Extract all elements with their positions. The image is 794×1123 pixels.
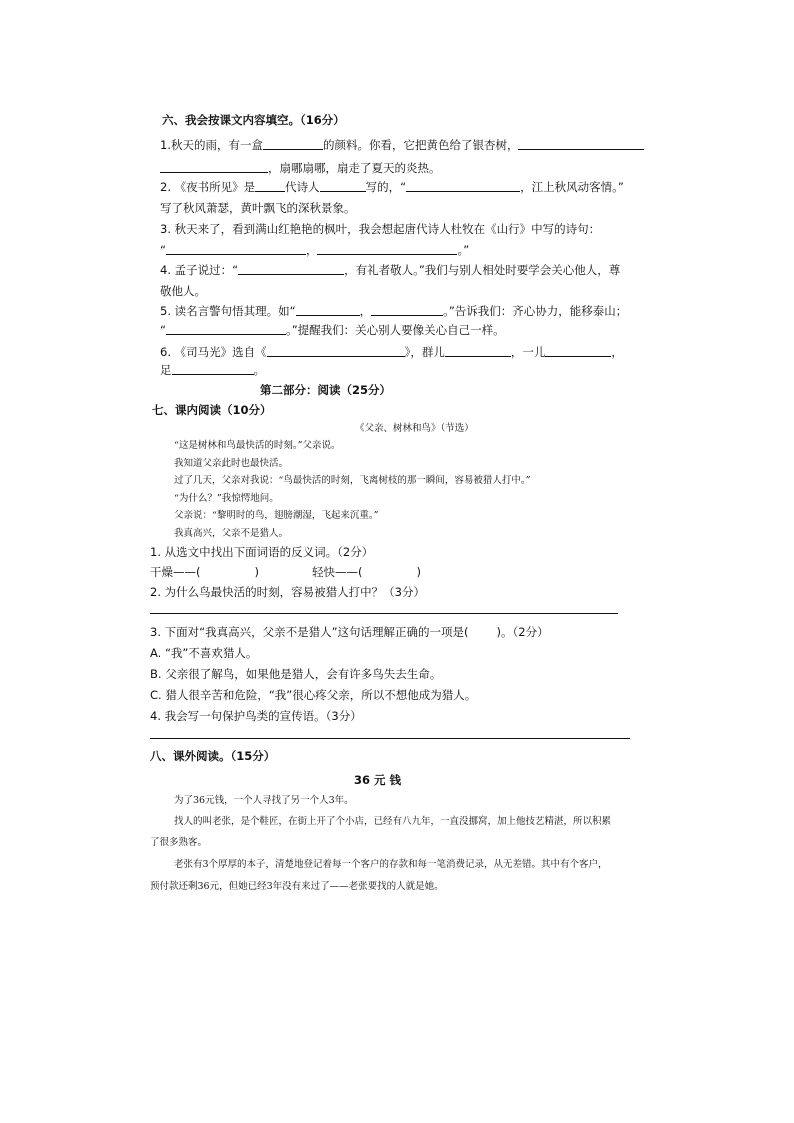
blank[interactable] <box>166 322 286 335</box>
question-6-3: 3. 秋天来了，看到满山红艳艳的枫叶，我会想起唐代诗人杜牧在《山行》中写的诗句： <box>160 222 601 236</box>
passage-paragraph: 找人的叫老张，是个鞋匠，在街上开了个小店，已经有八九年，一直没挪窝，加上他技艺精湛，所以积累 <box>174 816 612 827</box>
blank[interactable] <box>545 344 611 357</box>
blank[interactable] <box>263 137 323 150</box>
option-a: A. “我”不喜欢猎人。 <box>150 646 258 660</box>
option-c: C. 猎人很辛苦和危险，“我”很心疼父亲，所以不想他成为猎人。 <box>150 688 477 702</box>
option-b: B. 父亲很了解鸟，如果他是猎人，会有许多鸟失去生命。 <box>150 667 442 681</box>
blank[interactable] <box>255 179 285 192</box>
question-6-5: 5. 读名言警句悟其理。如“ ， 。”告诉我们：齐心协力，能移泰山； <box>160 304 628 318</box>
blank[interactable] <box>371 303 443 316</box>
passage-paragraph: 为了36元钱，一个人寻找了另一个人3年。 <box>174 795 354 806</box>
question-7-4: 4. 我会写一句保护鸟类的宣传语。（3分） <box>150 709 362 723</box>
blank[interactable] <box>296 303 360 316</box>
blank[interactable] <box>166 242 306 255</box>
question-6-4-cont: 敬他人。 <box>160 284 206 298</box>
question-7-1-antonym-a: 干燥——( ) <box>150 565 259 579</box>
passage-paragraph: 老张有3个厚厚的本子，清楚地登记着每一个客户的存款和每一笔消费记录，从无差错。其中有个客户， <box>174 859 608 870</box>
question-7-3: 3. 下面对“我真高兴，父亲不是猎人”这句话理解正确的一项是( )。（2分） <box>150 625 549 639</box>
question-7-1: 1. 从选文中找出下面词语的反义词。（2分） <box>150 545 374 559</box>
passage-paragraph: “这是树林和鸟最快活的时刻。”父亲说。 <box>174 440 341 451</box>
passage-paragraph: “为什么？”我惊愕地问。 <box>174 493 279 504</box>
passage-paragraph-cont: 预付款还剩36元，但她已经3年没有来过了——老张要找的人就是她。 <box>150 881 444 892</box>
answer-line[interactable] <box>150 613 618 614</box>
question-6-6-cont: 足 。 <box>160 363 265 377</box>
question-6-2: 2. 《夜书所见》是 代诗人 写的，“ ，江上秋风动客情。” <box>160 180 624 194</box>
blank[interactable] <box>320 179 366 192</box>
section-6-title: 六、我会按课文内容填空。（16分） <box>162 113 345 127</box>
blank[interactable] <box>267 344 405 357</box>
question-7-1-antonym-b: 轻快——( ) <box>312 565 421 579</box>
passage-paragraph: 过了几天，父亲对我说：“鸟最快活的时刻，飞离树枝的那一瞬间，容易被猎人打中。” <box>174 475 531 486</box>
blank[interactable] <box>445 344 511 357</box>
answer-line[interactable] <box>150 738 630 739</box>
blank[interactable] <box>172 362 254 375</box>
blank[interactable] <box>238 262 344 275</box>
passage-title: 36 元 钱 <box>354 773 402 787</box>
question-7-2: 2. 为什么鸟最快活的时刻，容易被猎人打中？（3分） <box>150 585 425 599</box>
passage-paragraph-cont: 了很多熟客。 <box>150 837 208 848</box>
question-6-1-cont: ，扇哪扇哪，扇走了夏天的炎热。 <box>160 160 441 176</box>
passage-paragraph: 父亲说：“黎明时的鸟，翅膀潮湿，飞起来沉重。” <box>174 510 379 521</box>
question-6-3-blanks: “ ， 。” <box>160 243 470 257</box>
part-2-title: 第二部分：阅读（25分） <box>260 383 392 397</box>
question-6-1: 1.秋天的雨，有一盒 的颜料。你看，它把黄色给了银杏树， <box>160 137 644 153</box>
section-7-title: 七、课内阅读（10分） <box>152 403 272 417</box>
blank[interactable] <box>317 242 457 255</box>
passage-paragraph: 我真高兴，父亲不是猎人。 <box>174 528 289 539</box>
question-6-2-cont: 写了秋风萧瑟，黄叶飘飞的深秋景象。 <box>160 201 356 215</box>
section-8-title: 八、课外阅读。（15分） <box>150 749 276 763</box>
question-6-5-cont: “ 。”提醒我们：关心别人要像关心自己一样。 <box>160 323 505 337</box>
blank[interactable] <box>160 160 268 173</box>
blank[interactable] <box>518 137 644 150</box>
passage-paragraph: 我知道父亲此时也最快活。 <box>174 458 289 469</box>
question-6-4: 4. 孟子说过：“ ，有礼者敬人。”我们与别人相处时要学会关心他人，尊 <box>160 263 621 277</box>
blank[interactable] <box>406 179 520 192</box>
question-6-6: 6. 《司马光》选自《 》，群儿 ，一儿 ， <box>160 345 623 359</box>
passage-title: 《父亲、树林和鸟》（节选） <box>355 423 474 434</box>
